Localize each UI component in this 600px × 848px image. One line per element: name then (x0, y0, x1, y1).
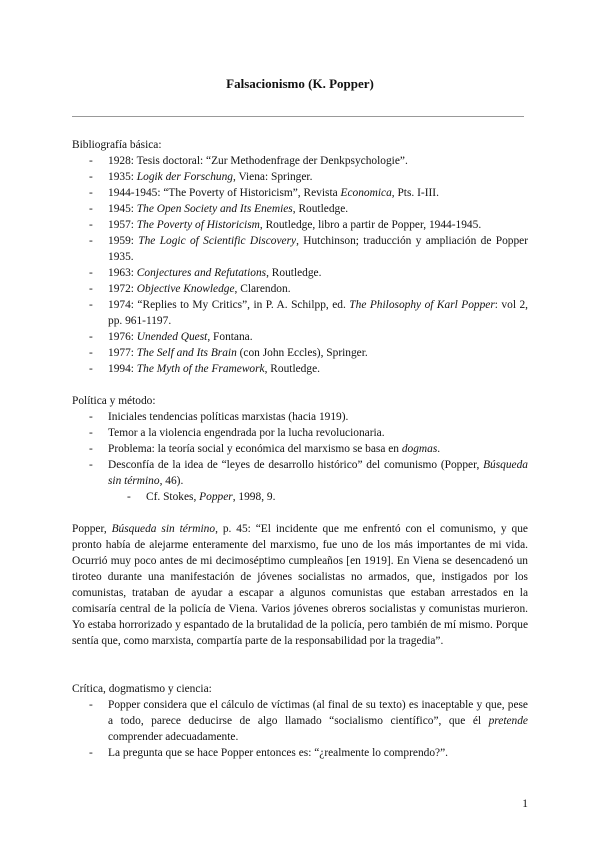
item-text: 1957: (108, 219, 137, 231)
bibliography-item (72, 169, 528, 185)
item-title: The Poverty of Historicism (136, 219, 260, 231)
item-text: 1959: (108, 235, 139, 247)
item-text: , Viena: Springer. (232, 171, 313, 183)
bibliography-item (72, 281, 528, 297)
critique-heading: Crítica, dogmatismo y ciencia: (72, 683, 212, 695)
bibliography-list (72, 153, 528, 377)
bibliography-item (72, 361, 528, 377)
item-text: 1928: Tesis doctoral: “Zur Methodenfrage der Denkpsychologie”. (108, 155, 408, 167)
item-title: The Logic of Scientific Discovery (138, 235, 297, 247)
quote-paragraph (72, 521, 528, 649)
politics-item (72, 409, 528, 425)
bibliography-heading: Bibliografía básica: (72, 139, 162, 151)
item-text: , Hutchinson; traducción y ampliación de Popper 1935. (108, 235, 529, 263)
document-page (72, 0, 528, 848)
item-title: Conjectures and Refutations (136, 267, 267, 279)
bibliography-item (72, 265, 528, 281)
item-title: Objective Knowledge (136, 283, 235, 295)
politics-section (72, 393, 528, 505)
item-text: comprender adecuadamente. (108, 731, 239, 743)
item-text: , Routledge. (266, 267, 322, 279)
item-text: 1994: (108, 363, 137, 375)
bibliography-item (72, 185, 528, 201)
critique-section (72, 681, 528, 761)
item-text: La pregunta que se hace Popper entonces es: “¿realmente lo comprendo?”. (108, 747, 448, 759)
item-text: 1935: (108, 171, 137, 183)
item-text: , Routledge. (292, 203, 349, 215)
quote-source-title: Búsqueda sin término (111, 523, 216, 535)
item-text: : vol 2, pp. 961-1197. (108, 299, 528, 327)
item-text: , Clarendon. (234, 283, 291, 295)
quote-section (72, 521, 528, 649)
item-text: . (437, 443, 441, 455)
item-text: Iniciales tendencias políticas marxistas (hacia 1919). (108, 411, 349, 423)
item-text: Popper considera que el cálculo de víctimas (al final de su texto) es inaceptable y que, pese a todo, parece deducirse de algo llamado “socialismo científico”, que él (108, 699, 528, 727)
politics-list (72, 409, 528, 505)
critique-item (72, 745, 528, 761)
page-number: 1 (522, 798, 528, 810)
item-text: Problema: la teoría social y económica del marxismo se basa en (108, 443, 402, 455)
item-text: , 46). (159, 475, 184, 487)
item-text: 1944-1945: “The Poverty of Historicism”, Revista (108, 187, 341, 199)
item-text: (con John Eccles), Springer. (236, 347, 368, 359)
item-text: Cf. Stokes, (146, 491, 200, 503)
item-text: Desconfía de la idea de “leyes de desarrollo histórico” del comunismo (Popper, (108, 459, 484, 471)
item-text: 1972: (108, 283, 137, 295)
bibliography-item (72, 233, 528, 265)
bibliography-item (72, 201, 528, 217)
critique-item (72, 697, 528, 745)
politics-item (72, 441, 528, 457)
item-text: 1963: (108, 267, 137, 279)
item-title: Unended Quest (136, 331, 208, 343)
item-title: The Self and Its Brain (136, 347, 237, 359)
item-text: 1977: (108, 347, 137, 359)
quote-text: , p. 45: “El incidente que me enfrentó con el comunismo, y que pronto había de alejarme enteramente del marxismo, fue uno de los más importantes de mi vida. Ocurrió muy poco antes de mi decimoséptimo cumpleaños [en 1919]. En Viena se desencadenó un tiroteo durante una manifestación de jóvenes socialistas no armados, que, instigados por los comunistas, trataban de ayudar a escapar a algunos comunistas que estaban arrestados en la comisaría central de la policía de Viena. Varios jóvenes obreros socialistas y comunistas murieron. Yo estaba horrorizado y espantado de la brutalidad de la policía, pero también de mí mismo. Porque sentía que, como marxista, compartía parte de la responsabilidad por la tragedia”. (72, 523, 528, 647)
item-title: Economica (340, 187, 392, 199)
page-title: Falsacionismo (K. Popper) (226, 76, 374, 91)
item-emphasis: pretende (488, 715, 528, 727)
title-divider (72, 116, 524, 117)
bibliography-item (72, 329, 528, 345)
item-text: , 1998, 9. (232, 491, 276, 503)
item-title: The Philosophy of Karl Popper (349, 299, 495, 311)
item-text: 1974: “Replies to My Critics”, in P. A. Schilpp, ed. (108, 299, 350, 311)
item-text: , Routledge, libro a partir de Popper, 1944-1945. (259, 219, 482, 231)
item-text: , Fontana. (207, 331, 253, 343)
bibliography-item (72, 345, 528, 361)
bibliography-section (72, 137, 528, 377)
item-title: The Open Society and Its Enemies (136, 203, 293, 215)
item-emphasis: dogmas (401, 443, 438, 455)
item-title: Logik der Forschung (136, 171, 233, 183)
item-title: Popper (199, 491, 233, 503)
politics-item (72, 457, 528, 489)
politics-sub-item (72, 489, 528, 505)
critique-list (72, 697, 528, 761)
bibliography-item (72, 153, 528, 169)
item-text: Temor a la violencia engendrada por la lucha revolucionaria. (108, 427, 385, 439)
bibliography-item (72, 297, 528, 329)
item-text: , Pts. I-III. (391, 187, 439, 199)
item-text: 1945: (108, 203, 137, 215)
item-text: , Routledge. (264, 363, 320, 375)
quote-text: Popper, (72, 523, 112, 535)
item-title: Búsqueda sin término (108, 459, 528, 487)
item-title: The Myth of the Framework (136, 363, 265, 375)
politics-item (72, 425, 528, 441)
politics-heading: Política y método: (72, 395, 156, 407)
item-text: 1976: (108, 331, 137, 343)
bibliography-item (72, 217, 528, 233)
